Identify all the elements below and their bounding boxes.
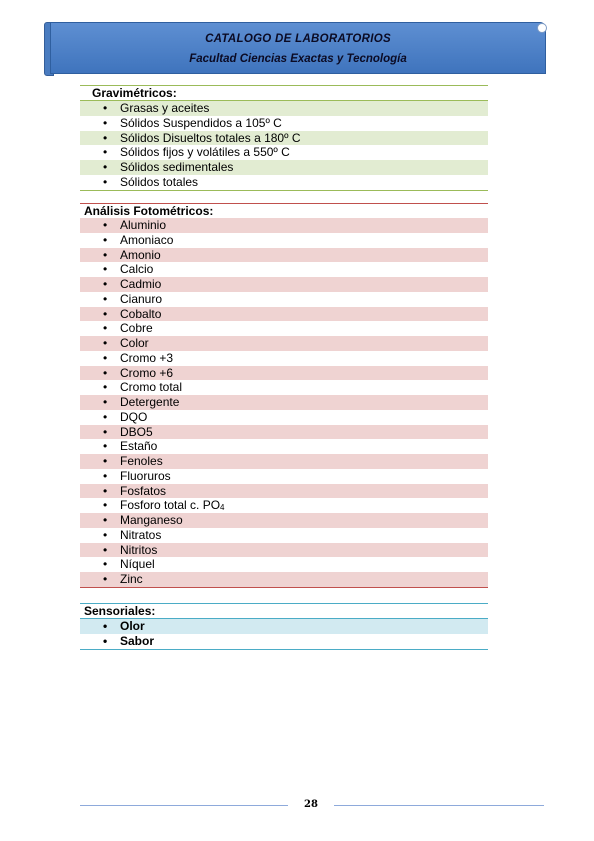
- list-item-label: Aluminio: [120, 218, 167, 232]
- bullet-icon: •: [103, 498, 108, 513]
- bullet-icon: •: [103, 277, 108, 291]
- list-item-label: Fosfatos: [120, 483, 167, 498]
- bullet-icon: •: [103, 572, 108, 586]
- list-item-label: Cobalto: [120, 306, 162, 321]
- list-item: [80, 307, 488, 322]
- list-item: [80, 175, 488, 190]
- sensoriales-list: [80, 619, 488, 649]
- list-item: [80, 498, 488, 513]
- list-item: [80, 336, 488, 351]
- sensoriales-table: [80, 603, 488, 650]
- bullet-icon: •: [103, 409, 108, 424]
- list-item: [80, 380, 488, 395]
- list-item: [80, 366, 488, 381]
- fotometricos-heading: Análisis Fotométricos:: [84, 204, 214, 218]
- gravimetricos-heading: Gravimétricos:: [80, 86, 488, 101]
- footer-rule-right: [334, 805, 544, 806]
- fotometricos-table: [80, 203, 488, 588]
- bullet-icon: •: [103, 306, 108, 321]
- list-item-label: Manganeso: [120, 513, 183, 527]
- list-item: [80, 262, 488, 277]
- list-item: [80, 321, 488, 336]
- header-banner: [44, 16, 548, 74]
- bullet-icon: •: [103, 365, 108, 380]
- list-item-label: Grasas y aceites: [120, 101, 210, 115]
- list-item: [80, 351, 488, 366]
- list-item: [80, 116, 488, 131]
- bullet-icon: •: [103, 633, 108, 648]
- bullet-icon: •: [103, 115, 108, 130]
- list-item-label: Zinc: [120, 572, 143, 586]
- bullet-icon: •: [103, 424, 108, 439]
- bullet-icon: •: [103, 557, 108, 572]
- bullet-icon: •: [103, 262, 108, 277]
- list-item-label: Detergente: [120, 395, 180, 409]
- list-item: [80, 145, 488, 160]
- list-item-label: Cromo total: [120, 380, 183, 395]
- list-item-label: Cianuro: [120, 291, 163, 306]
- list-item: [80, 454, 488, 469]
- bullet-icon: •: [103, 291, 108, 306]
- list-item-label: Estaño: [120, 439, 158, 454]
- list-item: [80, 425, 488, 440]
- banner-body: [50, 22, 546, 74]
- list-item-label: Fluoruros: [120, 468, 171, 483]
- bullet-icon: •: [103, 468, 108, 483]
- list-item-label: Sólidos sedimentales: [120, 160, 234, 174]
- gravimetricos-list: [80, 101, 488, 190]
- list-item-label: Sólidos totales: [120, 174, 199, 189]
- list-item-label: Olor: [120, 619, 145, 633]
- page-footer: [80, 799, 544, 813]
- list-item: [80, 395, 488, 410]
- list-item-label: DBO5: [120, 424, 153, 439]
- list-item: [80, 292, 488, 307]
- banner-scroll-curl: [537, 23, 547, 33]
- list-item: [80, 218, 488, 233]
- list-item-label: Fosforo total c. $PO_4$: [120, 498, 225, 513]
- list-item: [80, 634, 488, 649]
- list-item-label: Sólidos Suspendidos a 105º C: [120, 115, 282, 130]
- list-item-label: Fenoles: [120, 454, 163, 468]
- list-item: [80, 619, 488, 634]
- list-item-label: Sabor: [120, 633, 155, 648]
- bullet-icon: •: [103, 232, 108, 247]
- list-item-label: Cobre: [120, 321, 153, 336]
- list-item-label: Níquel: [120, 557, 155, 572]
- bullet-icon: •: [103, 454, 108, 468]
- sensoriales-heading: Sensoriales:: [80, 604, 488, 619]
- list-item-label: Nitritos: [120, 542, 158, 557]
- list-item: [80, 572, 488, 587]
- po4-subscript: 4: [220, 503, 225, 513]
- list-item: [80, 131, 488, 146]
- list-item-label: Sólidos fijos y volátiles a 550º C: [120, 145, 290, 160]
- list-item-label: Cadmio: [120, 277, 162, 291]
- list-item: [80, 277, 488, 292]
- fotometricos-list: [80, 218, 488, 587]
- list-item: [80, 528, 488, 543]
- list-item: [80, 484, 488, 499]
- list-item: [80, 248, 488, 263]
- bullet-icon: •: [103, 130, 108, 145]
- bullet-icon: •: [103, 218, 108, 232]
- list-item-label: Cromo +3: [120, 350, 174, 365]
- list-item: [80, 101, 488, 116]
- list-item-label: Calcio: [120, 262, 154, 277]
- catalog-title: CATALOGO DE LABORATORIOS: [205, 33, 391, 45]
- bullet-icon: •: [103, 527, 108, 542]
- bullet-icon: •: [103, 336, 108, 350]
- list-item-label: DQO: [120, 409, 148, 424]
- bullet-icon: •: [103, 380, 108, 395]
- list-item-label: Amoniaco: [120, 232, 174, 247]
- faculty-subtitle: Facultad Ciencias Exactas y Tecnología: [189, 53, 407, 65]
- list-item: [80, 439, 488, 454]
- bullet-icon: •: [103, 619, 108, 633]
- bullet-icon: •: [103, 350, 108, 365]
- list-item-label: Color: [120, 336, 149, 350]
- bullet-icon: •: [103, 513, 108, 527]
- bullet-icon: •: [103, 321, 108, 336]
- footer-rule-left: [80, 805, 288, 806]
- bullet-icon: •: [103, 247, 108, 262]
- bullet-icon: •: [103, 395, 108, 409]
- list-item: [80, 160, 488, 175]
- list-item-label: Amonio: [120, 247, 161, 262]
- list-item: [80, 410, 488, 425]
- list-item: [80, 513, 488, 528]
- bullet-icon: •: [103, 101, 108, 115]
- bullet-icon: •: [103, 542, 108, 557]
- bullet-icon: •: [103, 145, 108, 160]
- list-item: [80, 469, 488, 484]
- list-item-label: Sólidos Disueltos totales a 180º C: [120, 130, 301, 145]
- list-item: [80, 557, 488, 572]
- list-item-label: Nitratos: [120, 527, 162, 542]
- bullet-icon: •: [103, 160, 108, 174]
- bullet-icon: •: [103, 174, 108, 189]
- page-number: 28: [304, 799, 318, 810]
- bullet-icon: •: [103, 483, 108, 498]
- list-item: [80, 543, 488, 558]
- list-item: [80, 233, 488, 248]
- list-item-label: Cromo +6: [120, 365, 174, 380]
- gravimetricos-table: [80, 85, 488, 191]
- bullet-icon: •: [103, 439, 108, 454]
